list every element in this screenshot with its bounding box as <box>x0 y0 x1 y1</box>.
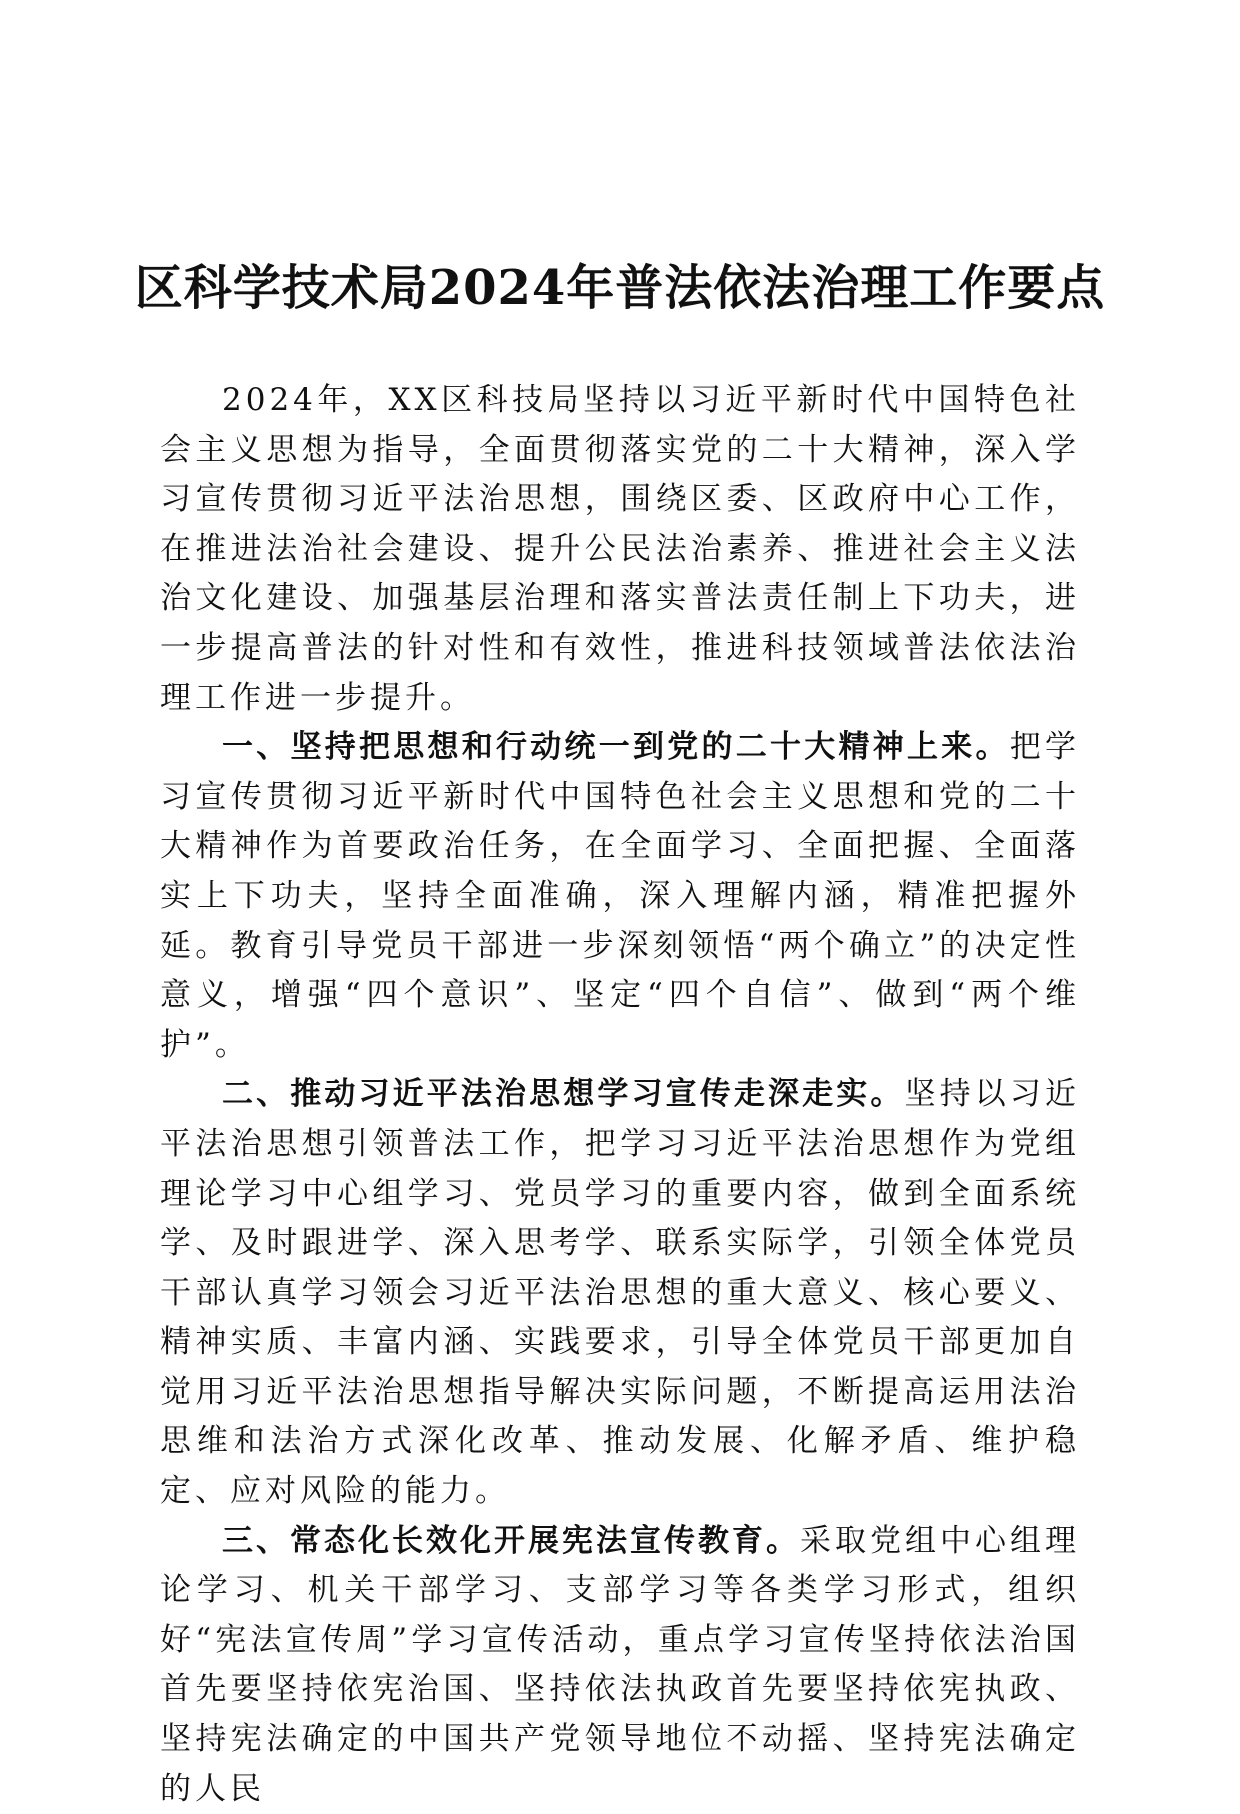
section-text-2: 坚持以习近平法治思想引领普法工作，把学习习近平法治思想作为党组理论学习中心组学习、党员学习的重要内容，做到全面系统学、及时跟进学、深入思考学、联系实际学，引领全体党员干部认真学习领会习近平法治思想的重大意义、核心要义、精神实质、丰富内涵、实践要求，引导全体党员干部更加自觉用习近平法治思想指导解决实际问题，不断提高运用法治思维和法治方式深化改革、推动发展、化解矛盾、维护稳定、应对风险的能力。 <box>160 1076 1080 1510</box>
section-heading-1: 一、坚持把思想和行动统一到党的二十大精神上来。 <box>222 729 1010 766</box>
section-heading-3: 三、常态化长效化开展宪法宣传教育。 <box>222 1522 800 1559</box>
intro-paragraph: 2024年，XX区科技局坚持以习近平新时代中国特色社会主义思想为指导，全面贯彻落实党的二十大精神，深入学习宣传贯彻习近平法治思想，围绕区委、区政府中心工作，在推进法治社会建设、提升公民法治素养、推进社会主义法治文化建设、加强基层治理和落实普法责任制上下功夫，进一步提高普法的针对性和有效性，推进科技领域普法依法治理工作进一步提升。 <box>160 382 1080 716</box>
section-paragraph-1 <box>160 723 1080 1070</box>
section-paragraph-2 <box>160 1070 1080 1516</box>
section-text-3: 采取党组中心组理论学习、机关干部学习、支部学习等各类学习形式，组织好“宪法宣传周”学习宣传活动，重点学习宣传坚持依法治国首先要坚持依宪治国、坚持依法执政首先要坚持依宪执政、坚持宪法确定的中国共产党领导地位不动摇、坚持宪法确定的人民 <box>160 1522 1080 1807</box>
document-body <box>160 376 1080 1814</box>
section-paragraph-3 <box>160 1517 1080 1814</box>
section-text-1: 把学习宣传贯彻习近平新时代中国特色社会主义思想和党的二十大精神作为首要政治任务，在全面学习、全面把握、全面落实上下功夫，坚持全面准确，深入理解内涵，精准把握外延。教育引导党员干部进一步深刻领悟“两个确立”的决定性意义，增强“四个意识”、坚定“四个自信”、做到“两个维护”。 <box>160 729 1080 1063</box>
section-heading-2: 二、推动习近平法治思想学习宣传走深走实。 <box>222 1076 905 1113</box>
document-title: 区科学技术局2024年普法依法治理工作要点 <box>134 260 1106 316</box>
